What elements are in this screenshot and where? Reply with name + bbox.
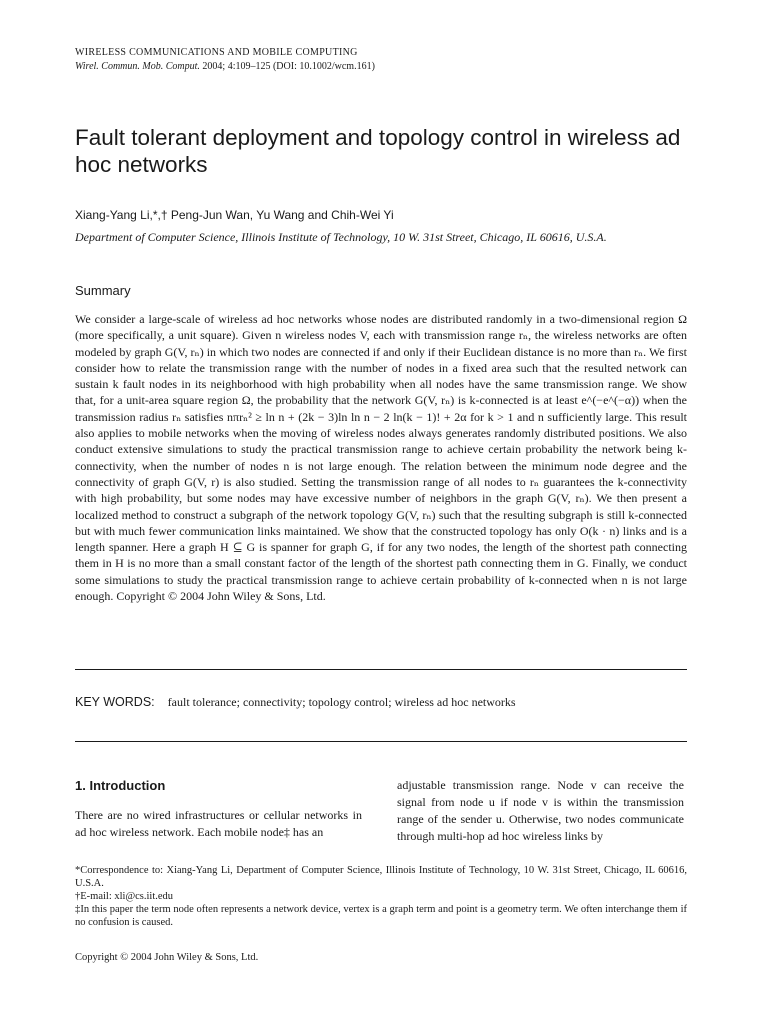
citation-line xyxy=(75,60,375,73)
keywords-text: fault tolerance; connectivity; topology control; wireless ad hoc networks xyxy=(167,695,516,709)
keywords-label: KEY WORDS: xyxy=(75,695,155,709)
citation-journal: Wirel. Commun. Mob. Comput. xyxy=(75,61,200,72)
summary-text: We consider a large-scale of wireless ad hoc networks whose nodes are distributed randomly in a two-dimensional region Ω (more specifically, a unit square). Given n wireless nodes V, each with transmission range rₙ, the wireless networks are often modeled by graph G(V, rₙ) in which two nodes are connected if and only if their Euclidean distance is no more than rₙ. We first consider how to relate the transmission range with the number of nodes in a fixed area such that the resulted network can sustain k fault nodes in its neighborhood with high probability when all nodes have the same transmission range. We show that, for a unit-area square region Ω, the probability that the network G(V, rₙ) is k-connected is at least e^(−e^(−α)) when the transmission radius rₙ satisfies nπrₙ² ≥ ln n + (2k − 3)ln ln n − 2 ln(k − 1)! + 2α for k > 1 and n sufficiently large. This result also applies to mobile networks when the moving of wireless nodes always generates randomly distributed positions. We also conduct extensive simulations to study the practical transmission range to achieve certain probability the network being k-connectivity, when the number of nodes n is not large enough. The relation between the minimum node degree and the connectivity of graph G(V, r) is also studied. Setting the transmission range of all nodes to rₙ guarantees the k-connectivity with high probability, but some nodes may have excessive number of neighbors in the graph G(V, rₙ). We then present a localized method to construct a subgraph of the network topology G(V, rₙ) such that the resulting subgraph is still k-connected but with much fewer communication links maintained. We show that the constructed topology has only O(k · n) links and is a length spanner. Here a graph H ⊆ G is spanner for graph G, if for any two nodes, the length of the shortest path connecting them in H is no more than a small constant factor of the length of the shortest path connecting them in G. Finally, we conduct some simulations to study the practical transmission range to achieve certain probability of k-connected when n is not large enough. Copyright © 2004 John Wiley & Sons, Ltd. xyxy=(75,312,687,604)
keywords xyxy=(75,695,516,710)
paper-title: Fault tolerant deployment and topology control in wireless ad hoc networks xyxy=(75,125,681,177)
bottom-divider xyxy=(75,741,687,742)
affiliation: Department of Computer Science, Illinois Institute of Technology, 10 W. 31st Street, Chicago, IL 60616, U.S.A. xyxy=(75,230,607,244)
footnotes xyxy=(75,864,687,929)
right-column xyxy=(397,777,684,845)
summary-heading: Summary xyxy=(75,283,131,298)
top-divider xyxy=(75,669,687,670)
journal-name: WIRELESS COMMUNICATIONS AND MOBILE COMPUTING xyxy=(75,47,358,58)
intro-right-text: adjustable transmission range. Node v can receive the signal from node u if node v is within the transmission range of the sender u. Otherwise, two nodes communicate through multi-hop ad hoc wireless links by xyxy=(397,778,684,843)
copyright-notice: Copyright © 2004 John Wiley & Sons, Ltd. xyxy=(75,952,259,963)
intro-left-text: There are no wired infrastructures or cellular networks in ad hoc wireless network. Each mobile node‡ has an xyxy=(75,808,362,839)
footnote-terms: ‡In this paper the term node often represents a network device, vertex is a graph term and point is a geometry term. We often interchange them if no confusion is caused. xyxy=(75,904,687,928)
paper-page xyxy=(75,0,687,1024)
left-column xyxy=(75,777,362,841)
footnote-correspondence: *Correspondence to: Xiang-Yang Li, Department of Computer Science, Illinois Institute of Technology, 10 W. 31st Street, Chicago, IL 60616, U.S.A. xyxy=(75,865,687,889)
footnote-email: †E-mail: xli@cs.iit.edu xyxy=(75,891,174,902)
author-list: Xiang-Yang Li,*,† Peng-Jun Wan, Yu Wang and Chih-Wei Yi xyxy=(75,208,394,222)
citation-details: 2004; 4:109–125 (DOI: 10.1002/wcm.161) xyxy=(199,61,375,72)
section-heading: 1. Introduction xyxy=(75,778,166,793)
